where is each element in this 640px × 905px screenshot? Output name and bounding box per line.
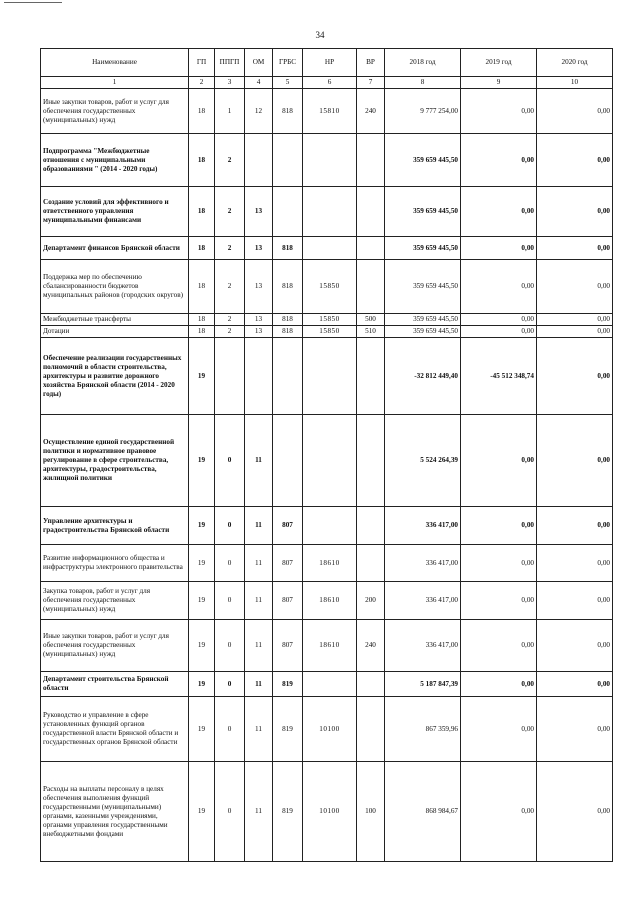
cell-gp: 19 [189, 762, 215, 862]
cell-ppgp: 0 [215, 545, 245, 582]
header-ppgp: ППГП [215, 49, 245, 77]
cell-vr [357, 237, 385, 260]
table-row [41, 762, 613, 862]
cell-ppgp: 1 [215, 89, 245, 134]
cell-vr [357, 134, 385, 187]
cell-vr [357, 507, 385, 545]
cell-2019: 0,00 [461, 672, 537, 697]
cell-2020: 0,00 [537, 762, 613, 862]
cell-gp: 19 [189, 697, 215, 762]
cell-om: 13 [245, 260, 273, 314]
cell-nr [303, 672, 357, 697]
cell-nr [303, 187, 357, 237]
cell-2019: 0,00 [461, 507, 537, 545]
cell-name: Иные закупки товаров, работ и услуг для обеспечения государственных (муниципальных) нужд [41, 89, 189, 134]
cell-grbs: 807 [273, 620, 303, 672]
cell-om: 13 [245, 326, 273, 338]
header-grbs: ГРБС [273, 49, 303, 77]
cell-gp: 18 [189, 134, 215, 187]
cell-name: Поддержка мер по обеспечению сбалансированности бюджетов муниципальных районов (городских округов) [41, 260, 189, 314]
cell-2019: 0,00 [461, 582, 537, 620]
column-number: 2 [189, 77, 215, 89]
cell-vr: 240 [357, 620, 385, 672]
cell-ppgp: 2 [215, 237, 245, 260]
cell-grbs [273, 338, 303, 415]
table-row [41, 187, 613, 237]
cell-vr: 100 [357, 762, 385, 862]
column-number: 1 [41, 77, 189, 89]
cell-vr [357, 187, 385, 237]
cell-name: Иные закупки товаров, работ и услуг для обеспечения государственных (муниципальных) нужд [41, 620, 189, 672]
cell-vr: 240 [357, 89, 385, 134]
cell-vr [357, 697, 385, 762]
cell-grbs: 807 [273, 582, 303, 620]
cell-om [245, 338, 273, 415]
cell-gp: 19 [189, 415, 215, 507]
header-2020: 2020 год [537, 49, 613, 77]
cell-2020: 0,00 [537, 326, 613, 338]
cell-om: 11 [245, 620, 273, 672]
header-name: Наименование [41, 49, 189, 77]
cell-gp: 19 [189, 338, 215, 415]
cell-om: 11 [245, 762, 273, 862]
header-2018: 2018 год [385, 49, 461, 77]
table-row [41, 620, 613, 672]
cell-gp: 18 [189, 187, 215, 237]
cell-vr [357, 545, 385, 582]
cell-2018: 359 659 445,50 [385, 326, 461, 338]
cell-nr: 10100 [303, 762, 357, 862]
cell-2018: 5 524 264,39 [385, 415, 461, 507]
cell-nr [303, 134, 357, 187]
cell-2018: 359 659 445,50 [385, 237, 461, 260]
cell-name: Расходы на выплаты персоналу в целях обеспечения выполнения функций государственными (муниципальными) органами, казенными учреждениями, органами управления государственными внебюджетными фондами [41, 762, 189, 862]
cell-ppgp: 2 [215, 326, 245, 338]
cell-2020: 0,00 [537, 507, 613, 545]
cell-2019: 0,00 [461, 762, 537, 862]
cell-ppgp: 0 [215, 697, 245, 762]
table-row [41, 507, 613, 545]
table-row [41, 672, 613, 697]
cell-vr [357, 338, 385, 415]
cell-om: 11 [245, 507, 273, 545]
cell-grbs: 818 [273, 314, 303, 326]
cell-ppgp: 2 [215, 187, 245, 237]
cell-2018: 359 659 445,50 [385, 187, 461, 237]
cell-vr [357, 672, 385, 697]
cell-grbs: 818 [273, 260, 303, 314]
cell-nr: 18610 [303, 620, 357, 672]
cell-gp: 19 [189, 672, 215, 697]
cell-grbs: 819 [273, 697, 303, 762]
cell-2020: 0,00 [537, 582, 613, 620]
cell-grbs: 819 [273, 672, 303, 697]
cell-2020: 0,00 [537, 697, 613, 762]
cell-2019: 0,00 [461, 697, 537, 762]
column-number: 4 [245, 77, 273, 89]
table-row [41, 545, 613, 582]
cell-2020: 0,00 [537, 620, 613, 672]
cell-2019: 0,00 [461, 187, 537, 237]
cell-gp: 18 [189, 89, 215, 134]
cell-om: 11 [245, 545, 273, 582]
cell-om: 13 [245, 314, 273, 326]
page-number: 34 [315, 30, 325, 40]
cell-om: 13 [245, 187, 273, 237]
cell-grbs: 819 [273, 762, 303, 862]
cell-grbs [273, 415, 303, 507]
header-nr: НР [303, 49, 357, 77]
cell-2018: 9 777 254,00 [385, 89, 461, 134]
cell-name: Развитие информационного общества и инфраструктуры электронного правительства [41, 545, 189, 582]
cell-gp: 19 [189, 620, 215, 672]
cell-2020: 0,00 [537, 260, 613, 314]
cell-nr: 18610 [303, 545, 357, 582]
cell-2018: 359 659 445,50 [385, 314, 461, 326]
table-row [41, 314, 613, 326]
budget-table [40, 48, 613, 862]
cell-2019: 0,00 [461, 237, 537, 260]
cell-nr [303, 415, 357, 507]
table-row [41, 326, 613, 338]
cell-grbs: 818 [273, 326, 303, 338]
cell-grbs [273, 187, 303, 237]
cell-gp: 19 [189, 545, 215, 582]
cell-grbs: 818 [273, 237, 303, 260]
cell-nr: 15850 [303, 326, 357, 338]
cell-name: Руководство и управление в сфере установленных функций органов государственной власти Брянской области и государственных органов Брянской области [41, 697, 189, 762]
cell-name: Департамент финансов Брянской области [41, 237, 189, 260]
table-row [41, 582, 613, 620]
column-number: 6 [303, 77, 357, 89]
cell-om: 11 [245, 697, 273, 762]
table-body [41, 89, 613, 862]
column-number: 9 [461, 77, 537, 89]
cell-2019: 0,00 [461, 134, 537, 187]
cell-gp: 18 [189, 314, 215, 326]
cell-om: 11 [245, 672, 273, 697]
cell-ppgp: 0 [215, 415, 245, 507]
cell-2019: 0,00 [461, 326, 537, 338]
cell-2018: 359 659 445,50 [385, 134, 461, 187]
cell-vr: 510 [357, 326, 385, 338]
cell-2018: 336 417,00 [385, 507, 461, 545]
cell-2020: 0,00 [537, 672, 613, 697]
cell-2019: 0,00 [461, 620, 537, 672]
cell-2019: -45 512 348,74 [461, 338, 537, 415]
cell-2019: 0,00 [461, 545, 537, 582]
column-number: 10 [537, 77, 613, 89]
cell-2020: 0,00 [537, 237, 613, 260]
column-number: 3 [215, 77, 245, 89]
cell-nr [303, 507, 357, 545]
cell-vr [357, 415, 385, 507]
cell-om: 12 [245, 89, 273, 134]
cell-om [245, 134, 273, 187]
cell-gp: 19 [189, 507, 215, 545]
cell-om: 11 [245, 415, 273, 507]
column-number: 5 [273, 77, 303, 89]
cell-2019: 0,00 [461, 314, 537, 326]
cell-2019: 0,00 [461, 89, 537, 134]
table-row [41, 260, 613, 314]
cell-nr: 15810 [303, 89, 357, 134]
cell-name: Дотации [41, 326, 189, 338]
cell-2019: 0,00 [461, 260, 537, 314]
cell-ppgp [215, 338, 245, 415]
cell-ppgp: 2 [215, 134, 245, 187]
cell-2020: 0,00 [537, 314, 613, 326]
cell-2018: -32 812 449,40 [385, 338, 461, 415]
cell-2018: 336 417,00 [385, 620, 461, 672]
column-number: 7 [357, 77, 385, 89]
cell-2020: 0,00 [537, 134, 613, 187]
cell-2020: 0,00 [537, 415, 613, 507]
cell-ppgp: 0 [215, 620, 245, 672]
cell-grbs: 818 [273, 89, 303, 134]
cell-2018: 336 417,00 [385, 582, 461, 620]
cell-grbs: 807 [273, 545, 303, 582]
cell-gp: 19 [189, 582, 215, 620]
cell-gp: 18 [189, 260, 215, 314]
column-number: 8 [385, 77, 461, 89]
cell-name: Закупка товаров, работ и услуг для обеспечения государственных (муниципальных) нужд [41, 582, 189, 620]
cell-nr: 10100 [303, 697, 357, 762]
table-row [41, 338, 613, 415]
table-row [41, 237, 613, 260]
cell-2020: 0,00 [537, 187, 613, 237]
cell-nr: 15850 [303, 314, 357, 326]
cell-ppgp: 0 [215, 762, 245, 862]
cell-grbs: 807 [273, 507, 303, 545]
header-om: ОМ [245, 49, 273, 77]
cell-name: Межбюджетные трансферты [41, 314, 189, 326]
cell-2018: 359 659 445,50 [385, 260, 461, 314]
cell-vr [357, 260, 385, 314]
top-rule [4, 2, 62, 3]
cell-2019: 0,00 [461, 415, 537, 507]
cell-name: Подпрограмма "Межбюджетные отношения с муниципальными образованиями " (2014 - 2020 годы) [41, 134, 189, 187]
cell-name: Осуществление единой государственной политики и нормативное правовое регулирование в сфере строительства, архитектуры, градостроительства, жилищной политики [41, 415, 189, 507]
cell-vr: 200 [357, 582, 385, 620]
cell-ppgp: 0 [215, 672, 245, 697]
table-row [41, 89, 613, 134]
column-number-row [41, 77, 613, 89]
cell-gp: 18 [189, 326, 215, 338]
cell-ppgp: 2 [215, 260, 245, 314]
cell-name: Управление архитектуры и градостроительства Брянской области [41, 507, 189, 545]
cell-2018: 5 187 847,39 [385, 672, 461, 697]
cell-nr: 15850 [303, 260, 357, 314]
cell-2018: 336 417,00 [385, 545, 461, 582]
cell-2020: 0,00 [537, 545, 613, 582]
cell-ppgp: 2 [215, 314, 245, 326]
cell-nr: 18610 [303, 582, 357, 620]
cell-name: Создание условий для эффективного и ответственного управления муниципальными финансами [41, 187, 189, 237]
header-row [41, 49, 613, 77]
cell-ppgp: 0 [215, 507, 245, 545]
table-row [41, 134, 613, 187]
header-vr: ВР [357, 49, 385, 77]
cell-name: Департамент строительства Брянской области [41, 672, 189, 697]
cell-2020: 0,00 [537, 89, 613, 134]
cell-om: 13 [245, 237, 273, 260]
cell-gp: 18 [189, 237, 215, 260]
header-gp: ГП [189, 49, 215, 77]
cell-ppgp: 0 [215, 582, 245, 620]
cell-vr: 500 [357, 314, 385, 326]
cell-nr [303, 338, 357, 415]
cell-2018: 868 984,67 [385, 762, 461, 862]
table-row [41, 415, 613, 507]
cell-2020: 0,00 [537, 338, 613, 415]
cell-2018: 867 359,96 [385, 697, 461, 762]
table-row [41, 697, 613, 762]
cell-name: Обеспечение реализации государственных полномочий в области строительства, архитектуры и развитие дорожного хозяйства Брянской области (2014 - 2020 годы) [41, 338, 189, 415]
cell-nr [303, 237, 357, 260]
header-2019: 2019 год [461, 49, 537, 77]
cell-om: 11 [245, 582, 273, 620]
cell-grbs [273, 134, 303, 187]
